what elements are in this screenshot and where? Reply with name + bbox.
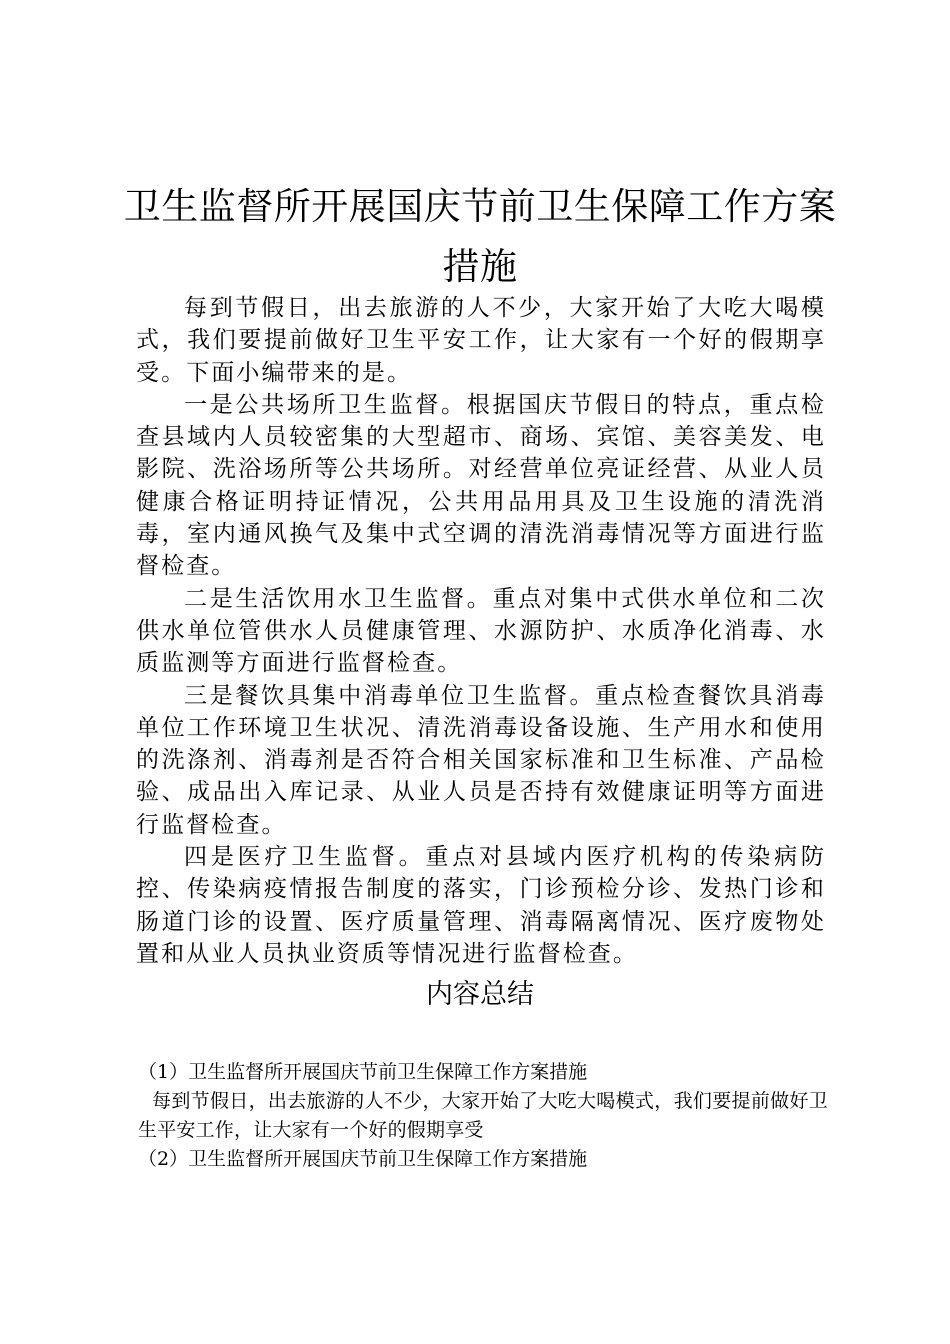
summary-heading: 内容总结 (426, 979, 534, 1010)
summary-item-1: （1）卫生监督所开展国庆节前卫生保障工作方案措施 (138, 1061, 588, 1083)
tableware-disinfection-paragraph: 三是餐饮具集中消毒单位卫生监督。重点检查餐饮具消毒单位工作环境卫生状况、清洗消毒设备设施、生产用水和使用的洗涤剂、消毒剂是否符合相关国家标准和卫生标准、产品检验、成品出入库记录、从业人员是否持有效健康证明等方面进行监督检查。 (136, 682, 826, 838)
public-places-paragraph: 一是公共场所卫生监督。根据国庆节假日的特点，重点检查县域内人员较密集的大型超市、商场、宾馆、美容美发、电影院、洗浴场所等公共场所。对经营单位亮证经营、从业人员健康合格证明持证情况，公共用品用具及卫生设施的清洗消毒，室内通风换气及集中式空调的清洗消毒情况等方面进行监督检查。 (136, 391, 826, 580)
summary-item-1-description: 每到节假日，出去旅游的人不少，大家开始了大吃大喝模式，我们要提前做好卫生平安工作，让大家有一个好的假期享受 (138, 1090, 828, 1141)
intro-paragraph: 每到节假日，出去旅游的人不少，大家开始了大吃大喝模式，我们要提前做好卫生平安工作，让大家有一个好的假期享受。下面小编带来的是。 (136, 295, 826, 386)
summary-section (138, 1058, 828, 1174)
summary-item-2: （2）卫生监督所开展国庆节前卫生保障工作方案措施 (138, 1148, 588, 1170)
document-title-line-2: 措施 (442, 245, 518, 288)
document-body (136, 292, 826, 970)
document-title-line-1: 卫生监督所开展国庆节前卫生保障工作方案 (123, 185, 837, 228)
medical-supervision-paragraph: 四是医疗卫生监督。重点对县域内医疗机构的传染病防控、传染病疫情报告制度的落实，门诊预检分诊、发热门诊和肠道门诊的设置、医疗质量管理、消毒隔离情况、医疗废物处置和从业人员执业资质等情况进行监督检查。 (136, 844, 826, 967)
drinking-water-paragraph: 二是生活饮用水卫生监督。重点对集中式供水单位和二次供水单位管供水人员健康管理、水源防护、水质净化消毒、水质监测等方面进行监督检查。 (136, 585, 826, 677)
